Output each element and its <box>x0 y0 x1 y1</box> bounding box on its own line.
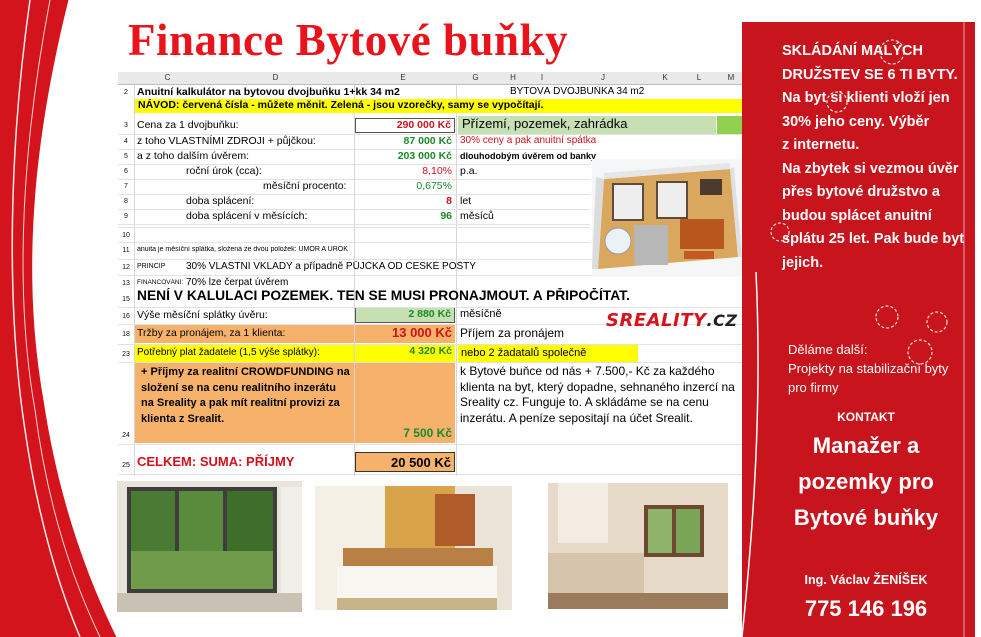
rent-value[interactable]: 13 000 Kč <box>355 325 455 343</box>
rent-note: Příjem za pronájem <box>460 326 565 340</box>
interest-note: p.a. <box>460 165 478 177</box>
total-value: 20 500 Kč <box>355 452 455 472</box>
contact-person: Ing. Václav ŽENÍŠEK <box>804 573 928 587</box>
salary-label: Potřebný plat žadatele (1,5 výše splátky): <box>135 345 354 362</box>
row-number: 12 <box>122 264 130 271</box>
row-number: 13 <box>122 280 130 287</box>
interest-label: roční úrok (cca): <box>186 165 262 177</box>
sreality-logo <box>606 310 737 331</box>
row-number: 25 <box>122 462 130 469</box>
column-header: I <box>540 73 544 82</box>
column-header: L <box>696 73 702 82</box>
own-funds-value: 87 000 Kč <box>403 135 452 147</box>
crowdfunding-note: k Bytové buňce od nás + 7.500,- Kč za každého klienta na byt, který dopadne, sehnaného inzercí na Sreality cz. Funguje to. A skládáme se na cenu inzerátu. A peníze sepositají na účet Srealit. <box>460 364 735 425</box>
rent-label: Tržby za pronájem, za 1 klienta: <box>135 325 354 343</box>
panel-description <box>782 40 972 275</box>
interest-value[interactable]: 8,10% <box>422 165 452 177</box>
panel-line: z internetu. <box>782 137 860 153</box>
manager-title: Manažer a pozemky pro Bytové buňky <box>793 433 939 530</box>
other-projects-text: Projekty na stabilizační byty pro firmy <box>788 361 949 395</box>
photo-glass-wall-living-room <box>117 481 302 612</box>
land-warning: NENÍ V KALULACI POZEMEK. TEN SE MUSI PRONAJMOUT. A PŘIPOČÍTAT. <box>137 288 630 303</box>
column-header: K <box>662 73 668 82</box>
loan-note: dlouhodobým úvěrem od banky <box>460 151 597 161</box>
row-number: 2 <box>124 89 128 96</box>
row-number: 5 <box>124 153 128 160</box>
sreality-logo-suffix: .CZ <box>706 311 738 330</box>
term-note: let <box>460 195 472 207</box>
column-header: H <box>510 73 516 82</box>
sreality-logo-main: SREALITY <box>606 310 707 331</box>
row-number: 15 <box>122 296 130 303</box>
row-number: 6 <box>124 168 128 175</box>
own-funds-label: z toho VLASTNÍMI ZDROJI + půjčkou: <box>137 135 316 147</box>
column-header: G <box>472 73 479 82</box>
total-label: CELKEM: SUMA: PŘÍJMY <box>137 454 295 469</box>
column-header-row <box>118 72 750 85</box>
crowdfunding-value: 7 500 Kč <box>355 363 455 443</box>
panel-line: SKLÁDÁNÍ MALÝCH DRUŽSTEV SE 6 TI BYTY. Na byt si klienti vloží jen 30% jeho ceny. Výběr <box>782 43 958 130</box>
payment-note: měsíčně <box>460 308 502 320</box>
other-projects-title: Děláme další: <box>788 342 868 357</box>
room-floorplan-image <box>592 159 742 277</box>
annuity-note: anuita je měsíční splátka, složená ze dvou položek: ÚMOR A ÚROK <box>137 246 348 253</box>
row-number: 3 <box>124 122 128 129</box>
row-number: 8 <box>124 198 128 205</box>
salary-note: nebo 2 žadatalů společně <box>458 345 638 362</box>
row-number: 10 <box>122 232 130 239</box>
salary-value: 4 320 Kč <box>355 345 455 362</box>
financing-text: 70% lze čerpat úvěrem <box>186 277 289 288</box>
crowdfunding-label: + Příjmy za realitní CROWDFUNDING na složení se na cenu realitního inzerátu na Sreality a pak mít realitní provizi za klienta z Srealit. <box>135 363 354 443</box>
unit-label: BYTOVÁ DVOJBUŇKA 34 m2 <box>510 86 645 97</box>
row-number: 23 <box>122 351 130 358</box>
row-number: 16 <box>122 313 130 320</box>
term-months-value: 96 <box>440 210 452 222</box>
principle-text: 30% VLASTNÍ VKLADY a případně PŮJČKA OD ČESKÉ POŠTY <box>186 261 476 272</box>
left-red-swoosh-decoration <box>0 0 120 637</box>
page-title: Finance Bytové buňky <box>128 15 569 65</box>
phone-number[interactable]: 775 146 196 <box>804 596 928 621</box>
calculator-title: Anuitní kalkulátor na bytovou dvojbuňku 1+kk 34 m2 <box>137 86 400 98</box>
row-number: 11 <box>122 247 130 254</box>
instructions-row: NÁVOD: červená čísla - můžete měnit. Zelená - jsou vzorečky, samy se vypočítají. <box>135 99 750 113</box>
column-header: C <box>164 73 171 82</box>
photo-kitchen <box>548 483 728 609</box>
panel-line: Na zbytek si vezmou úvěr přes bytové družstvo a budou splácet anuitní splátu 25 let. Pak bude byt jejich. <box>782 160 965 271</box>
term-months-label: doba splácení v měsících: <box>186 210 308 222</box>
term-label: doba splácení: <box>186 195 255 207</box>
price-value[interactable]: 290 000 Kč <box>355 118 455 133</box>
column-header: E <box>400 73 406 82</box>
column-header: J <box>601 73 605 82</box>
other-projects <box>788 340 968 397</box>
column-header: M <box>727 73 735 82</box>
row-number: 7 <box>124 183 128 190</box>
contact-heading: KONTAKT <box>837 410 895 424</box>
principle-tag: PRINCIP <box>137 263 166 270</box>
row-number: 24 <box>122 432 130 439</box>
financing-tag: FINANCOVÁNÍ: <box>137 279 184 286</box>
loan-value: 203 000 Kč <box>397 150 452 162</box>
monthly-percent-value: 0,675% <box>416 180 452 192</box>
row-number: 9 <box>124 213 128 220</box>
price-label: Cena za 1 dvojbuňku: <box>137 119 239 131</box>
loan-label: a z toho dalším úvěrem: <box>137 150 250 162</box>
photo-bedroom <box>315 486 512 610</box>
payment-label: Výše měsíční splátky úvěru: <box>137 309 268 321</box>
own-funds-note: 30% ceny a pak anuitní spátka <box>460 135 597 146</box>
price-note: Přízemí, pozemek, zahrádka <box>458 116 716 134</box>
column-header: D <box>272 73 279 82</box>
row-number: 4 <box>124 138 128 145</box>
payment-value: 2 880 Kč <box>355 307 455 323</box>
row-number: 18 <box>122 331 130 338</box>
term-months-note: měsíců <box>460 210 494 222</box>
term-value[interactable]: 8 <box>446 195 452 207</box>
monthly-percent-label: měsíční procento: <box>263 180 347 192</box>
